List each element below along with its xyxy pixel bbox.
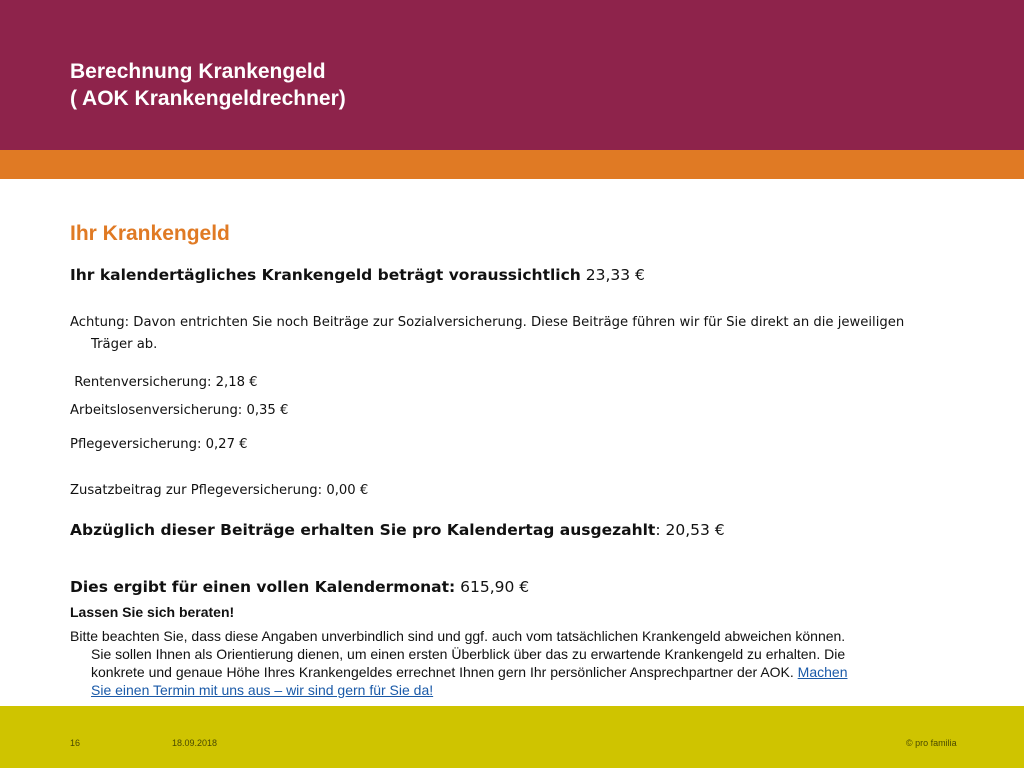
care-contribution: Pflegeversicherung: 0,27 €: [70, 437, 248, 452]
slide-title-line1: Berechnung Krankengeld: [70, 60, 326, 83]
accent-band: [0, 150, 1024, 179]
advice-heading: Lassen Sie sich beraten!: [70, 604, 235, 620]
daily-sick-pay: [70, 266, 645, 284]
advice-line3-text: konkrete und genaue Höhe Ihres Krankengeldes errechnet Ihnen gern Ihr persönlicher Ansprechpartner der AOK.: [91, 664, 798, 680]
footer-band: [0, 706, 1024, 768]
footer-copyright: © pro familia: [906, 738, 957, 748]
footer-date: 18.09.2018: [172, 738, 218, 748]
slide-title-line2: ( AOK Krankengeldrechner): [70, 87, 346, 110]
net-daily-payout: [70, 521, 725, 539]
contribution-note-line1: Achtung: Davon entrichten Sie noch Beiträge zur Sozialversicherung. Diese Beiträge führen wir für Sie direkt an die jeweiligen: [70, 315, 905, 330]
slide-title: [70, 58, 970, 112]
page-number: 16: [70, 738, 81, 748]
advice-line1: Bitte beachten Sie, dass diese Angaben unverbindlich sind und ggf. auch vom tatsächlichen Krankengeld abweichen können.: [70, 628, 846, 644]
advice-line4: [70, 681, 950, 699]
monthly-payout-value: 615,90 €: [455, 578, 530, 596]
advice-text: [70, 627, 950, 699]
unemployment-contribution: Arbeitslosenversicherung: 0,35 €: [70, 403, 289, 418]
advice-line2: Sie sollen Ihnen als Orientierung dienen, um einen ersten Überblick über das zu erwartende Krankengeld zu erhalten. Die: [91, 646, 846, 662]
net-daily-payout-value: : 20,53 €: [655, 521, 725, 539]
section-heading: Ihr Krankengeld: [70, 222, 230, 245]
contribution-note-line2: Träger ab.: [91, 337, 158, 352]
monthly-payout: [70, 578, 529, 596]
advice-line3: [70, 663, 950, 681]
daily-sick-pay-label: Ihr kalendertägliches Krankengeld beträgt voraussichtlich: [70, 266, 581, 284]
contribution-note: [70, 312, 950, 356]
care-extra-contribution: Zusatzbeitrag zur Pflegeversicherung: 0,00 €: [70, 483, 369, 498]
daily-sick-pay-value: 23,33 €: [580, 266, 645, 284]
appointment-link-part1[interactable]: Machen: [797, 664, 848, 680]
pension-contribution: Rentenversicherung: 2,18 €: [70, 375, 258, 390]
monthly-payout-label: Dies ergibt für einen vollen Kalendermonat:: [70, 578, 456, 596]
appointment-link-part2[interactable]: Sie einen Termin mit uns aus – wir sind gern für Sie da!: [91, 682, 434, 698]
net-daily-payout-label: Abzüglich dieser Beiträge erhalten Sie pro Kalendertag ausgezahlt: [70, 521, 656, 539]
